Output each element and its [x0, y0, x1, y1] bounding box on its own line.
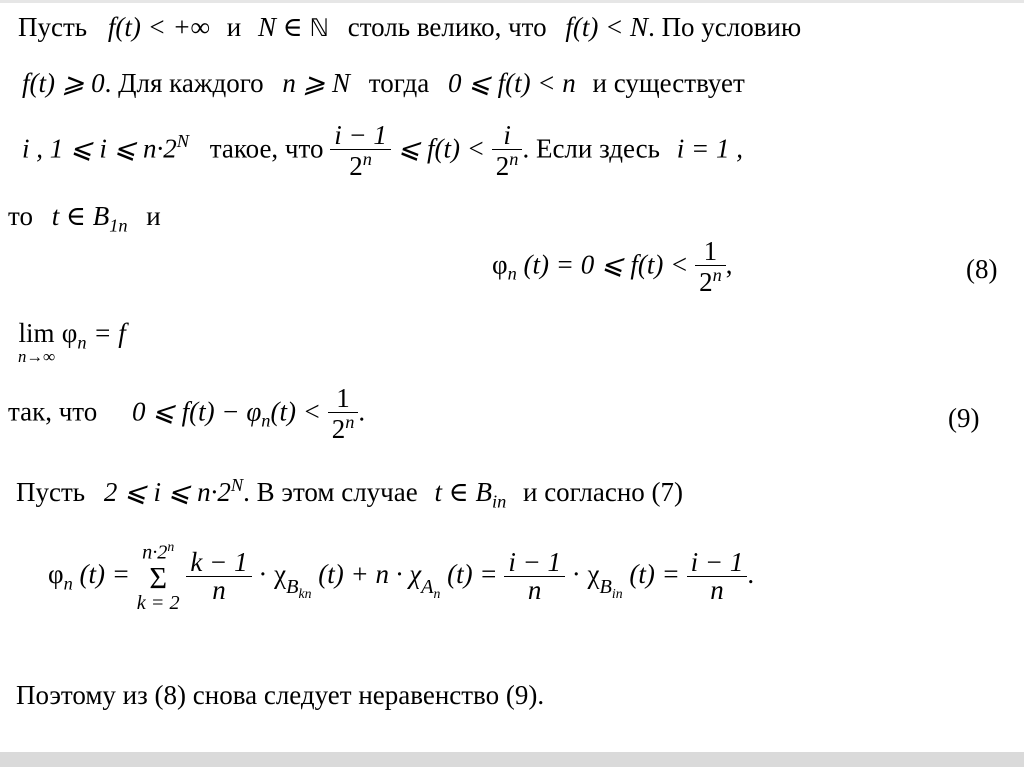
text-line-4: [8, 203, 161, 235]
math: i = 1 ,: [676, 133, 743, 164]
text-line-7: [16, 476, 683, 511]
math: 0 ⩽ f(t) − φ: [132, 396, 262, 427]
naturals-symbol: ℕ: [309, 13, 329, 42]
math-sub: Bkn: [286, 576, 312, 601]
equation-8: [492, 238, 733, 296]
math: (t) = 0 ⩽ f(t) <: [523, 249, 689, 280]
word: . Для каждого: [104, 68, 264, 98]
math-sup: N: [176, 131, 189, 152]
math-sub: n: [261, 410, 271, 431]
lim-operator: lim n→∞: [18, 318, 56, 366]
math-sub: n: [77, 332, 87, 353]
word: и согласно (7): [523, 477, 684, 508]
numerator: 1: [703, 236, 718, 266]
denominator: n: [186, 576, 251, 604]
word: . Если здесь: [522, 133, 660, 164]
word: столь велико, что: [347, 12, 547, 42]
text-line-3: [22, 122, 743, 180]
math: N ∈: [258, 12, 303, 42]
math: φ: [492, 249, 508, 280]
math: (t) =: [79, 558, 130, 589]
punct: .: [358, 396, 366, 427]
text-line-2: [22, 70, 745, 97]
math: ⩽ f(t) <: [397, 133, 486, 164]
math: (t) <: [270, 396, 321, 427]
numerator: i − 1: [334, 120, 387, 150]
word: . По условию: [648, 12, 802, 42]
word: Пусть: [18, 12, 88, 42]
fraction: [186, 549, 251, 604]
slide-top-border: [0, 0, 1024, 3]
math-sup: N: [230, 475, 244, 495]
math-sub: n: [63, 573, 73, 594]
sum-operator: $n\cdot 2^n$ Σ k = 2: [136, 539, 180, 615]
math-sub: 1n: [109, 215, 128, 236]
denominator: n: [504, 576, 565, 604]
word: . В этом случае: [243, 477, 418, 508]
equation-8-label: (8): [966, 254, 998, 284]
word: и: [146, 201, 161, 231]
word: тогда: [368, 68, 430, 98]
word: такое, что: [209, 133, 324, 164]
equation-9: [8, 385, 365, 443]
math: (t) + n · χ: [318, 558, 422, 589]
numerator: 1: [336, 383, 350, 413]
fraction: [695, 238, 726, 296]
denominator: 2$^n$: [492, 149, 523, 180]
denominator: 2$^n$: [328, 412, 359, 443]
math: φ: [61, 318, 78, 348]
text-line-last: Поэтому из (8) снова следует неравенство (9).: [16, 680, 545, 710]
math: 0 ⩽ f(t) < n: [447, 68, 576, 98]
slide-bottom-border: [0, 752, 1024, 767]
math: f(t) ⩾ 0: [22, 68, 105, 98]
numerator: i: [503, 120, 511, 150]
denominator: n: [687, 576, 748, 604]
numerator: i − 1: [690, 547, 744, 578]
punct: ,: [725, 249, 733, 280]
word: Пусть: [16, 477, 86, 508]
math: t ∈ B: [434, 477, 492, 508]
math-sub: in: [491, 491, 507, 512]
math-sub: Bin: [599, 576, 623, 601]
limit-expression: [18, 320, 126, 366]
equation-9-label: (9): [948, 403, 980, 433]
math: f(t) < N: [565, 12, 649, 42]
numerator: k − 1: [190, 547, 248, 578]
math: (t) =: [447, 558, 498, 589]
math: · χ: [258, 558, 287, 589]
math: = f: [93, 318, 126, 348]
math: φ: [48, 558, 64, 589]
fraction: [492, 122, 523, 180]
word: так, что: [8, 396, 98, 427]
math: n ⩾ N: [282, 68, 351, 98]
numerator: i − 1: [508, 547, 562, 578]
math: 2 ⩽ i ⩽ n·2: [103, 477, 231, 508]
word: и существует: [592, 68, 745, 98]
fraction: [328, 385, 359, 443]
word: то: [8, 201, 33, 231]
denominator: 2$^n$: [330, 149, 391, 180]
fraction: [330, 122, 391, 180]
text-line-1: [18, 14, 801, 41]
math: t ∈ B: [51, 201, 110, 231]
math-sub: An: [421, 576, 441, 601]
fraction: [504, 549, 565, 604]
math: (t) =: [629, 558, 680, 589]
punct: .: [747, 558, 755, 589]
math: f(t) < +∞: [107, 12, 211, 42]
equation-sum: [48, 540, 754, 613]
fraction: [687, 549, 748, 604]
math-sub: n: [507, 263, 517, 284]
word: и: [226, 12, 242, 42]
math: i , 1 ⩽ i ⩽ n·2: [22, 133, 177, 164]
denominator: 2$^n$: [695, 265, 726, 296]
math: · χ: [571, 558, 600, 589]
